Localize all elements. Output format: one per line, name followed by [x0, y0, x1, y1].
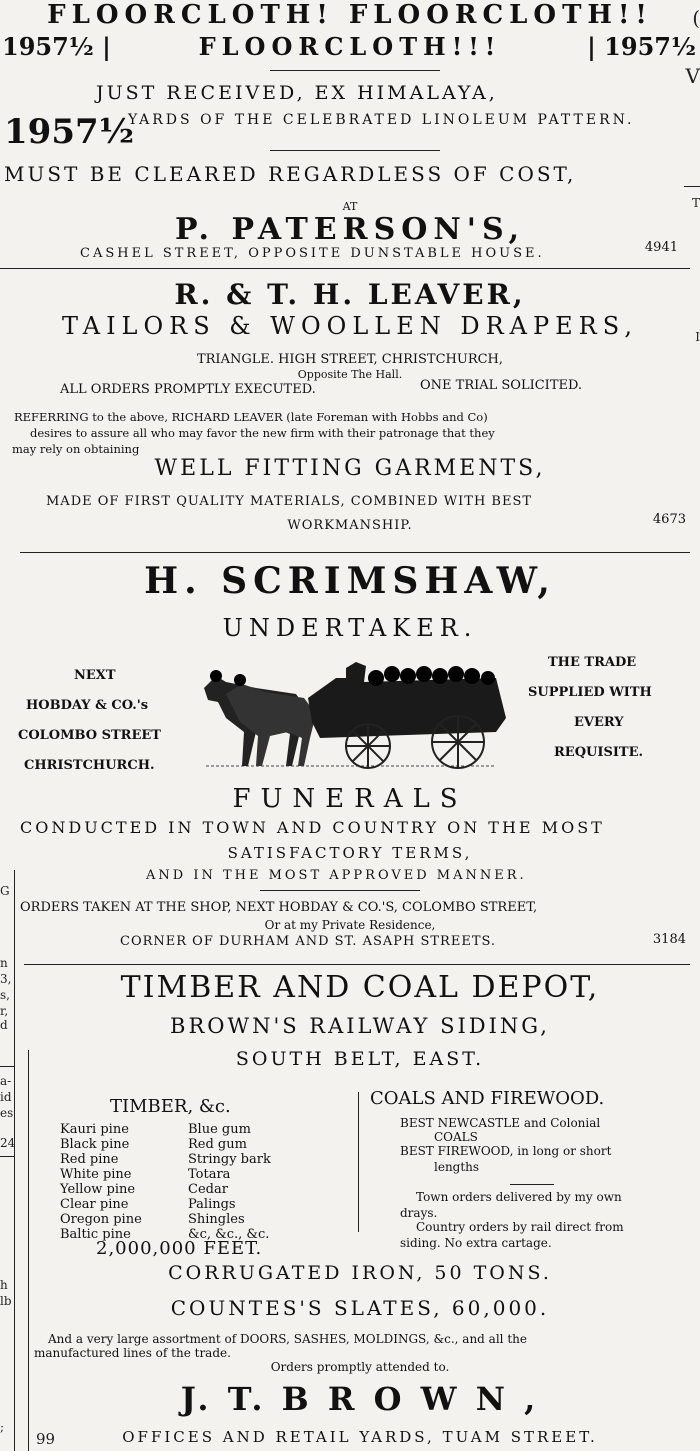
orders-attended-line: Orders promptly attended to.: [270, 1360, 450, 1374]
coal-line-1: BEST NEWCASTLE and Colonial: [400, 1116, 601, 1130]
margin-fragment: ;: [0, 1420, 5, 1434]
margin-fragment: n: [0, 956, 8, 970]
leaver-para-1: REFERRING to the above, RICHARD LEAVER (late Foreman with Hobbs and Co): [14, 410, 488, 424]
coals-heading: COALS AND FIREWOOD.: [370, 1088, 605, 1109]
leaver-trial: ONE TRIAL SOLICITED.: [420, 378, 583, 393]
residence-line: Or at my Private Residence,: [264, 918, 436, 932]
leaver-trade: TAILORS & WOOLLEN DRAPERS,: [62, 312, 638, 340]
divider: [260, 890, 420, 891]
divider: [270, 70, 440, 71]
cleared-line: MUST BE CLEARED REGARDLESS OF COST,: [4, 162, 577, 186]
list-item: Palings: [188, 1197, 236, 1212]
list-item: Oregon pine: [60, 1212, 142, 1227]
town-line-1: Town orders delivered by my own: [416, 1190, 622, 1204]
brown-name: J. T. B R O W N ,: [180, 1380, 540, 1418]
assortment-line-2: manufactured lines of the trade.: [34, 1346, 231, 1360]
terms-line: SATISFACTORY TERMS,: [227, 844, 473, 862]
list-item: Cedar: [188, 1182, 228, 1197]
corner-line: CORNER OF DURHAM AND ST. ASAPH STREETS.: [120, 934, 497, 949]
list-item: Kauri pine: [60, 1122, 129, 1137]
list-item: Clear pine: [60, 1197, 129, 1212]
linoleum-line: YARDS OF THE CELEBRATED LINOLEUM PATTERN.: [128, 112, 635, 128]
received-line: JUST RECEIVED, EX HIMALAYA,: [96, 82, 498, 104]
right-text-3: EVERY: [574, 715, 624, 730]
margin-fragment: id: [0, 1090, 12, 1104]
margin-fragment: d: [0, 1018, 8, 1032]
margin-fragment: h: [0, 1278, 8, 1292]
floorcloth-subheadline: FLOORCLOTH!!!: [198, 32, 502, 61]
timber-list-right: [188, 1122, 271, 1242]
margin-rule: [0, 1066, 14, 1067]
ad-code: 4673: [652, 512, 686, 527]
timber-heading: TIMBER, &c.: [110, 1096, 231, 1117]
scrimshaw-name: H. SCRIMSHAW,: [144, 560, 556, 602]
paterson-address: CASHEL STREET, OPPOSITE DUNSTABLE HOUSE.: [80, 246, 545, 261]
margin-fragment: s,: [0, 988, 10, 1002]
quantity-left: 1957½ |: [2, 32, 111, 61]
quantity-right: | 1957½: [587, 32, 696, 61]
timber-list-left: [60, 1122, 142, 1242]
manner-line: AND IN THE MOST APPROVED MANNER.: [146, 868, 527, 883]
margin-fragment: T: [691, 196, 700, 210]
margin-fragment: 3,: [0, 972, 12, 986]
conducted-line: CONDUCTED IN TOWN AND COUNTRY ON THE MOST: [20, 818, 605, 837]
margin-fragment: G: [0, 884, 10, 898]
right-text-1: THE TRADE: [548, 655, 637, 670]
margin-fragment: 24: [0, 1136, 16, 1150]
margin-fragment: I: [695, 330, 700, 344]
leaver-para-3: may rely on obtaining: [12, 442, 140, 456]
siding-line: BROWN'S RAILWAY SIDING,: [170, 1014, 550, 1038]
margin-fragment: lb: [0, 1294, 12, 1308]
column-rule: [28, 1050, 29, 1451]
coal-line-2: BEST FIREWOOD, in long or short: [400, 1144, 612, 1158]
divider: [270, 150, 440, 151]
column-rule: [14, 870, 15, 1451]
funerals-heading: FUNERALS: [232, 784, 468, 814]
margin-fragment: 99: [36, 1430, 56, 1448]
margin-fragment: V: [685, 64, 700, 88]
country-line-1: Country orders by rail direct from: [416, 1220, 624, 1234]
list-item: Shingles: [188, 1212, 245, 1227]
list-item: White pine: [60, 1167, 132, 1182]
list-item: Totara: [188, 1167, 231, 1182]
coal-line-1b: COALS: [434, 1130, 478, 1144]
margin-fragment: a-: [0, 1074, 12, 1088]
at-label: AT: [342, 200, 358, 213]
leaver-address: TRIANGLE. HIGH STREET, CHRISTCHURCH,: [196, 352, 504, 367]
leaver-opposite: Opposite The Hall.: [297, 368, 403, 381]
left-text-1: NEXT: [74, 668, 116, 683]
belt-line: SOUTH BELT, EAST.: [235, 1048, 485, 1070]
right-text-4: REQUISITE.: [554, 745, 644, 760]
column-divider: [358, 1092, 359, 1232]
paterson-name: P. PATERSON'S,: [174, 212, 526, 247]
hearse-illustration: [196, 648, 510, 774]
scrimshaw-title: UNDERTAKER.: [222, 614, 478, 642]
country-line-2: siding. No extra cartage.: [400, 1236, 552, 1250]
ad-separator: [20, 552, 690, 553]
margin-rule: [684, 186, 700, 187]
divider: [510, 1184, 554, 1185]
list-item: Blue gum: [188, 1122, 251, 1137]
big-quantity: 1957½: [4, 112, 135, 152]
margin-fragment: (: [692, 6, 700, 30]
list-item: Black pine: [60, 1137, 130, 1152]
leaver-orders: ALL ORDERS PROMPTLY EXECUTED.: [60, 382, 316, 397]
leaver-garments: WELL FITTING GARMENTS,: [154, 456, 546, 481]
left-text-2: HOBDAY & CO.'s: [26, 698, 149, 713]
coal-line-2b: lengths: [434, 1160, 480, 1174]
brown-offices: OFFICES AND RETAIL YARDS, TUAM STREET.: [122, 1428, 598, 1446]
assortment-line-1: And a very large assortment of DOORS, SASHES, MOLDINGS, &c., and all the: [48, 1332, 527, 1346]
margin-fragment: r,: [0, 1004, 9, 1018]
ad-separator: [0, 268, 690, 269]
list-item: Red gum: [188, 1137, 247, 1152]
iron-line: CORRUGATED IRON, 50 TONS.: [168, 1262, 552, 1284]
leaver-name: R. & T. H. LEAVER,: [174, 278, 526, 311]
feet-line: 2,000,000 FEET.: [96, 1238, 263, 1259]
left-text-4: CHRISTCHURCH.: [24, 758, 155, 773]
ad-separator: [24, 964, 690, 965]
leaver-workmanship: WORKMANSHIP.: [287, 518, 413, 533]
leaver-para-2: desires to assure all who may favor the new firm with their patronage that they: [30, 426, 495, 440]
list-item: Stringy bark: [188, 1152, 271, 1167]
orders-line: ORDERS TAKEN AT THE SHOP, NEXT HOBDAY & CO.'S, COLOMBO STREET,: [20, 900, 538, 915]
margin-fragment: es: [0, 1106, 14, 1120]
timber-title: TIMBER AND COAL DEPOT,: [120, 970, 600, 1005]
leaver-materials: MADE OF FIRST QUALITY MATERIALS, COMBINED WITH BEST: [46, 494, 533, 509]
left-text-3: COLOMBO STREET: [18, 728, 161, 743]
list-item: Red pine: [60, 1152, 119, 1167]
right-text-2: SUPPLIED WITH: [528, 685, 652, 700]
list-item: Baltic pine: [60, 1227, 131, 1242]
floorcloth-headline: FLOORCLOTH! FLOORCLOTH!!: [47, 0, 653, 30]
list-item: Yellow pine: [60, 1182, 136, 1197]
ad-code: 3184: [652, 932, 686, 947]
ad-code: 4941: [644, 240, 678, 255]
list-item: &c, &c., &c.: [188, 1227, 270, 1242]
slates-line: COUNTES'S SLATES, 60,000.: [170, 1296, 550, 1320]
town-line-2: drays.: [400, 1206, 438, 1220]
margin-rule: [0, 1156, 14, 1157]
